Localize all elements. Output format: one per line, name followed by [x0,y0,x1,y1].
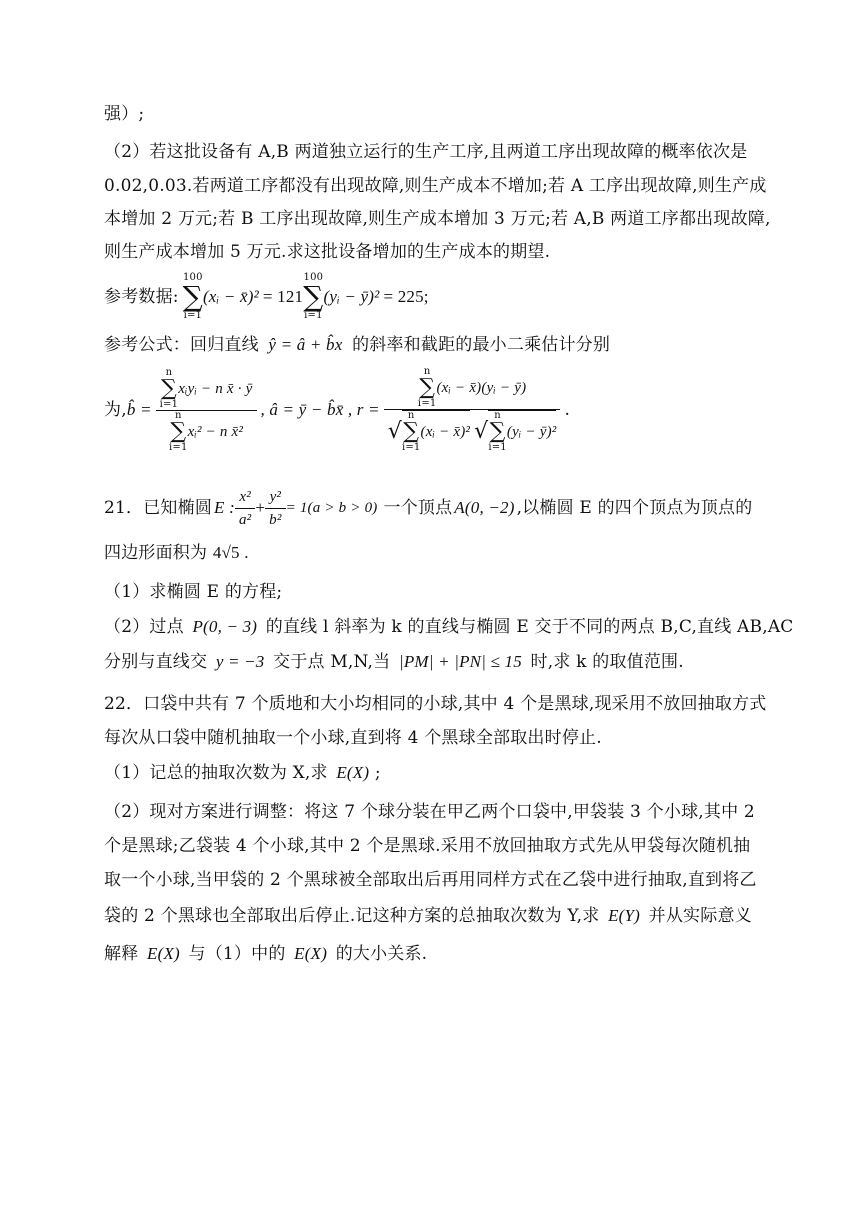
part-1-text: （1）记总的抽取次数为 X,求 [104,763,328,783]
r-num-sum-lower: i=1 [417,398,437,409]
ellipse-y2: y² [265,486,285,509]
b-denominator: xᵢ² − n x̄² [187,423,244,440]
part-2-l4-a: 袋的 2 个黑球也全部取出后停止.记这种方案的总抽取次数为 Y,求 [104,906,600,926]
problem-22-part-2-line-5 [104,943,427,965]
expectation-EX-2: E(X) [147,944,180,963]
part-2-l2-e: 时,求 k 的取值范围. [530,652,684,672]
formula-prefix: 为, [104,400,127,420]
text-line-5: 则生产成本增加 5 万元.求这批设备增加的生产成本的期望. [104,242,551,262]
sum-upper-limit: 100 [182,272,203,283]
r-den-y-sum-upper: n [494,410,501,421]
problem-22-line-1: 22．口袋中共有 7 个质地和大小均相同的小球,其中 4 个是黑球,现采用不放回抽取方式 [104,694,767,714]
ellipse-y-fraction [265,486,285,531]
sum-upper-limit-y: 100 [303,272,324,283]
problem-21-part-2-line-2 [104,651,684,673]
part-2-intro: （2）过点 [104,617,184,637]
formula-end-dot: . [564,400,571,420]
problem-22-part-1 [104,762,381,784]
ellipse-name: E : [214,498,235,517]
text-line-3: 0.02,0.03.若两道工序都没有出现故障,则生产成本不增加;若 A 工序出现故障,则生产成 [104,176,767,196]
problem-21-part-2-line-1 [104,616,794,638]
a-hat-and-r-label: , â = ȳ − b̂x̄ , r = [260,400,380,419]
r-den-y-sum-lower: i=1 [488,442,507,453]
problem-21-line-1-end: ,以椭圆 E 的四个顶点为顶点的 [516,498,753,518]
ellipse-x-fraction [235,486,255,531]
problem-21-line-2 [104,542,249,564]
part-2-l5-e: 的大小关系. [335,944,428,964]
area-text: 四边形面积为 [104,543,208,563]
expectation-EX: E(X) [336,763,370,782]
regression-formulas [104,368,570,452]
r-num-sum-upper: n [423,366,431,377]
reference-formula-line [104,334,610,356]
r-denominator-y: (yᵢ − ȳ)² [506,424,557,440]
b-hat-fraction: n ∑ i=1 xᵢyᵢ − n x̄ · ȳ n ∑ i=1 xᵢ² − n x̄² [156,368,257,453]
problem-22-line-2: 每次从口袋中随机抽取一个小球,直到将 4 个黑球全部取出时停止. [104,728,602,748]
text-line-1: 强）; [104,104,145,124]
problem-22-part-2-line-3: 取一个小球,当甲袋的 2 个黑球被全部取出后再用同样方式在乙袋中进行抽取,直到将乙 [104,870,757,890]
part-2-rest: 的直线 l 斜率为 k 的直线与椭圆 E 交于不同的两点 B,C,直线 AB,AC [265,617,794,637]
r-den-x-sum-upper: n [407,410,415,421]
r-den-x-sum-lower: i=1 [401,442,421,453]
reference-formula-suffix: 的斜率和截距的最小二乘估计分别 [352,335,611,355]
r-denominator-x: (xᵢ − x̄)² [420,424,471,440]
part-2-l5-c: 与（1）中的 [188,944,286,964]
ellipse-a2: a² [238,511,252,528]
area-value: 4√5 . [212,543,249,562]
ellipse-rhs: = 1(a > b > 0) [285,500,378,516]
sum-lower-limit: i=1 [183,310,203,321]
reference-data-line [104,272,429,321]
sum-value-y: = 225; [383,287,429,306]
sum-value-x: = 121 [262,287,304,306]
problem-21-line-1 [104,486,752,530]
part-2-l2-c: 交于点 M,N,当 [273,652,391,672]
part-1-end: ; [374,763,381,783]
vertex-text: 一个顶点 [383,498,453,518]
pm-pn-inequality: |PM| + |PN| ≤ 15 [398,652,522,671]
reference-data-label: 参考数据: [104,287,179,307]
sum-lower-limit-y: i=1 [304,310,323,321]
b-den-sum-lower: i=1 [169,441,188,453]
r-numerator: (xᵢ − x̄)(yᵢ − ȳ) [436,380,527,396]
part-2-l5-a: 解释 [104,944,139,964]
line-y-eq: y = −3 [215,652,265,671]
sum-term-x: (xᵢ − x̄)² [202,287,259,306]
problem-21-intro: 21．已知椭圆 [104,498,213,518]
vertex-A: A(0, −2) [454,498,515,517]
sum-symbol-x: 100 ∑ i=1 [182,272,203,321]
ellipse-plus: + [255,498,266,517]
b-numerator: xᵢyᵢ − n x̄ · ȳ [178,380,253,397]
b-den-sum-upper: n [174,409,182,421]
point-P: P(0, − 3) [192,617,258,636]
b-num-sum-lower: i=1 [159,398,179,410]
problem-22-part-2-line-1: （2）现对方案进行调整：将这 7 个球分装在甲乙两个口袋中,甲袋装 3 个小球,其中 2 [104,802,755,822]
ellipse-x2: x² [235,486,255,509]
sum-term-y: (yᵢ − ȳ)² [323,287,380,306]
b-num-sum-upper: n [165,366,173,378]
ellipse-b2: b² [269,511,282,528]
reference-formula-label: 参考公式：回归直线 [104,335,259,355]
expectation-EX-1: E(X) [294,944,328,963]
text-line-4: 本增加 2 万元;若 B 工序出现故障,则生产成本增加 3 万元;若 A,B 两道工序都出现故障, [104,209,771,229]
expectation-EY: E(Y) [608,906,641,925]
problem-22-part-2-line-2: 个是黑球;乙袋装 4 个小球,其中 2 个是黑球.采用不放回抽取方式先从甲袋每次随机抽 [104,836,751,856]
problem-22-part-2-line-4 [104,905,752,927]
r-fraction: n ∑ i=1 (xᵢ − x̄)(yᵢ − ȳ) √ n ∑ i=1 (xᵢ − x̄)² √ n ∑ i=1 (yᵢ − ȳ)² [384,367,561,453]
sum-symbol-y: 100 ∑ i=1 [303,272,324,321]
regression-line-formula: ŷ = â + b̂x [268,335,343,354]
part-2-l2-a: 分别与直线交 [104,652,208,672]
problem-21-part-1: （1）求椭圆 E 的方程; [104,582,283,602]
part-2-l4-c: 并从实际意义 [648,906,752,926]
b-hat-label: b̂ = [126,400,152,419]
text-line-2: （2）若这批设备有 A,B 两道独立运行的生产工序,且两道工序出现故障的概率依次是 [104,142,748,162]
